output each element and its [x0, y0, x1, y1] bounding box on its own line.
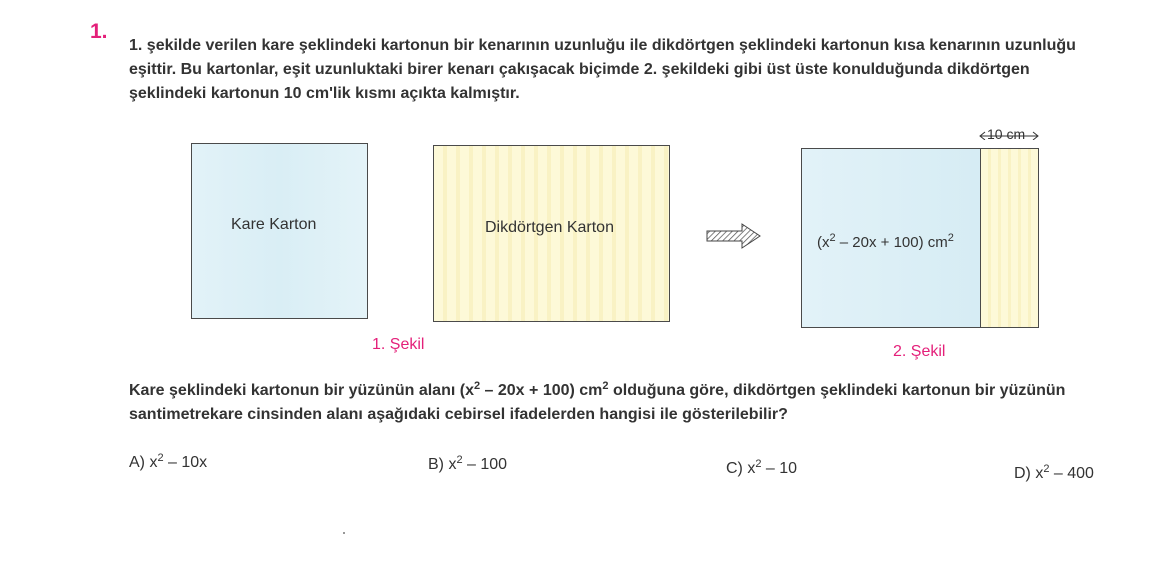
question-number: 1.	[90, 20, 108, 43]
question-text	[129, 379, 1109, 427]
option-d-exponent: 2	[1043, 463, 1050, 475]
area-expr-suffix: – 20x + 100) cm	[835, 234, 948, 251]
figure2-caption: 2. Şekil	[893, 343, 946, 360]
stray-dot	[343, 532, 345, 534]
question-exponent-1: 2	[473, 380, 481, 392]
dimension-label: 10 cm	[987, 126, 1026, 142]
option-a-prefix: A) x	[129, 454, 158, 471]
right-arrow-icon	[706, 223, 762, 249]
question-exponent-2: 2	[602, 380, 609, 392]
option-b[interactable]	[428, 456, 507, 474]
option-d-suffix: – 400	[1049, 465, 1094, 482]
option-b-exponent: 2	[456, 454, 463, 466]
question-part-1: Kare şeklindeki kartonun bir yüzünün alanı (x	[129, 382, 474, 399]
option-a[interactable]	[129, 454, 207, 472]
area-unit-exponent: 2	[947, 232, 954, 244]
area-expr-prefix: (x	[817, 234, 830, 251]
area-expr-exponent: 2	[829, 232, 836, 244]
option-c-exponent: 2	[755, 458, 762, 470]
option-b-prefix: B) x	[428, 456, 457, 473]
option-c[interactable]	[726, 460, 797, 478]
square-cardboard-label: Kare Karton	[231, 216, 317, 233]
option-a-exponent: 2	[157, 452, 164, 464]
option-c-prefix: C) x	[726, 460, 756, 477]
question-stem: 1. şekilde verilen kare şeklindeki kartonun bir kenarının uzunluğu ile dikdörtgen şeklindeki kartonun kısa kenarının uzunluğu eşittir. Bu kartonlar, eşit uzunluktaki birer kenarı çakışacak biçimde 2. şekildeki gibi üst üste konulduğunda dikdörtgen şeklindeki kartonun 10 cm'lik kısmı açıkta kalmıştır.	[129, 37, 1076, 102]
option-c-suffix: – 10	[761, 460, 798, 477]
figure1-caption: 1. Şekil	[372, 336, 425, 353]
option-d-prefix: D) x	[1014, 465, 1044, 482]
exposed-rectangle-part	[981, 149, 1038, 327]
option-a-suffix: – 10x	[163, 454, 208, 471]
question-part-3: olduğuna göre, dikdörtgen şeklindeki kartonun bir yüzünün santimetrekare cinsinden alanı aşağıdaki cebirsel ifadelerden hangisi ile gösterilebilir?	[129, 382, 1066, 423]
option-b-suffix: – 100	[462, 456, 508, 473]
question-part-2: – 20x + 100) cm	[480, 382, 603, 399]
rectangle-cardboard-label: Dikdörtgen Karton	[485, 219, 614, 236]
square-area-expression	[817, 234, 954, 251]
option-d[interactable]	[1014, 465, 1094, 483]
